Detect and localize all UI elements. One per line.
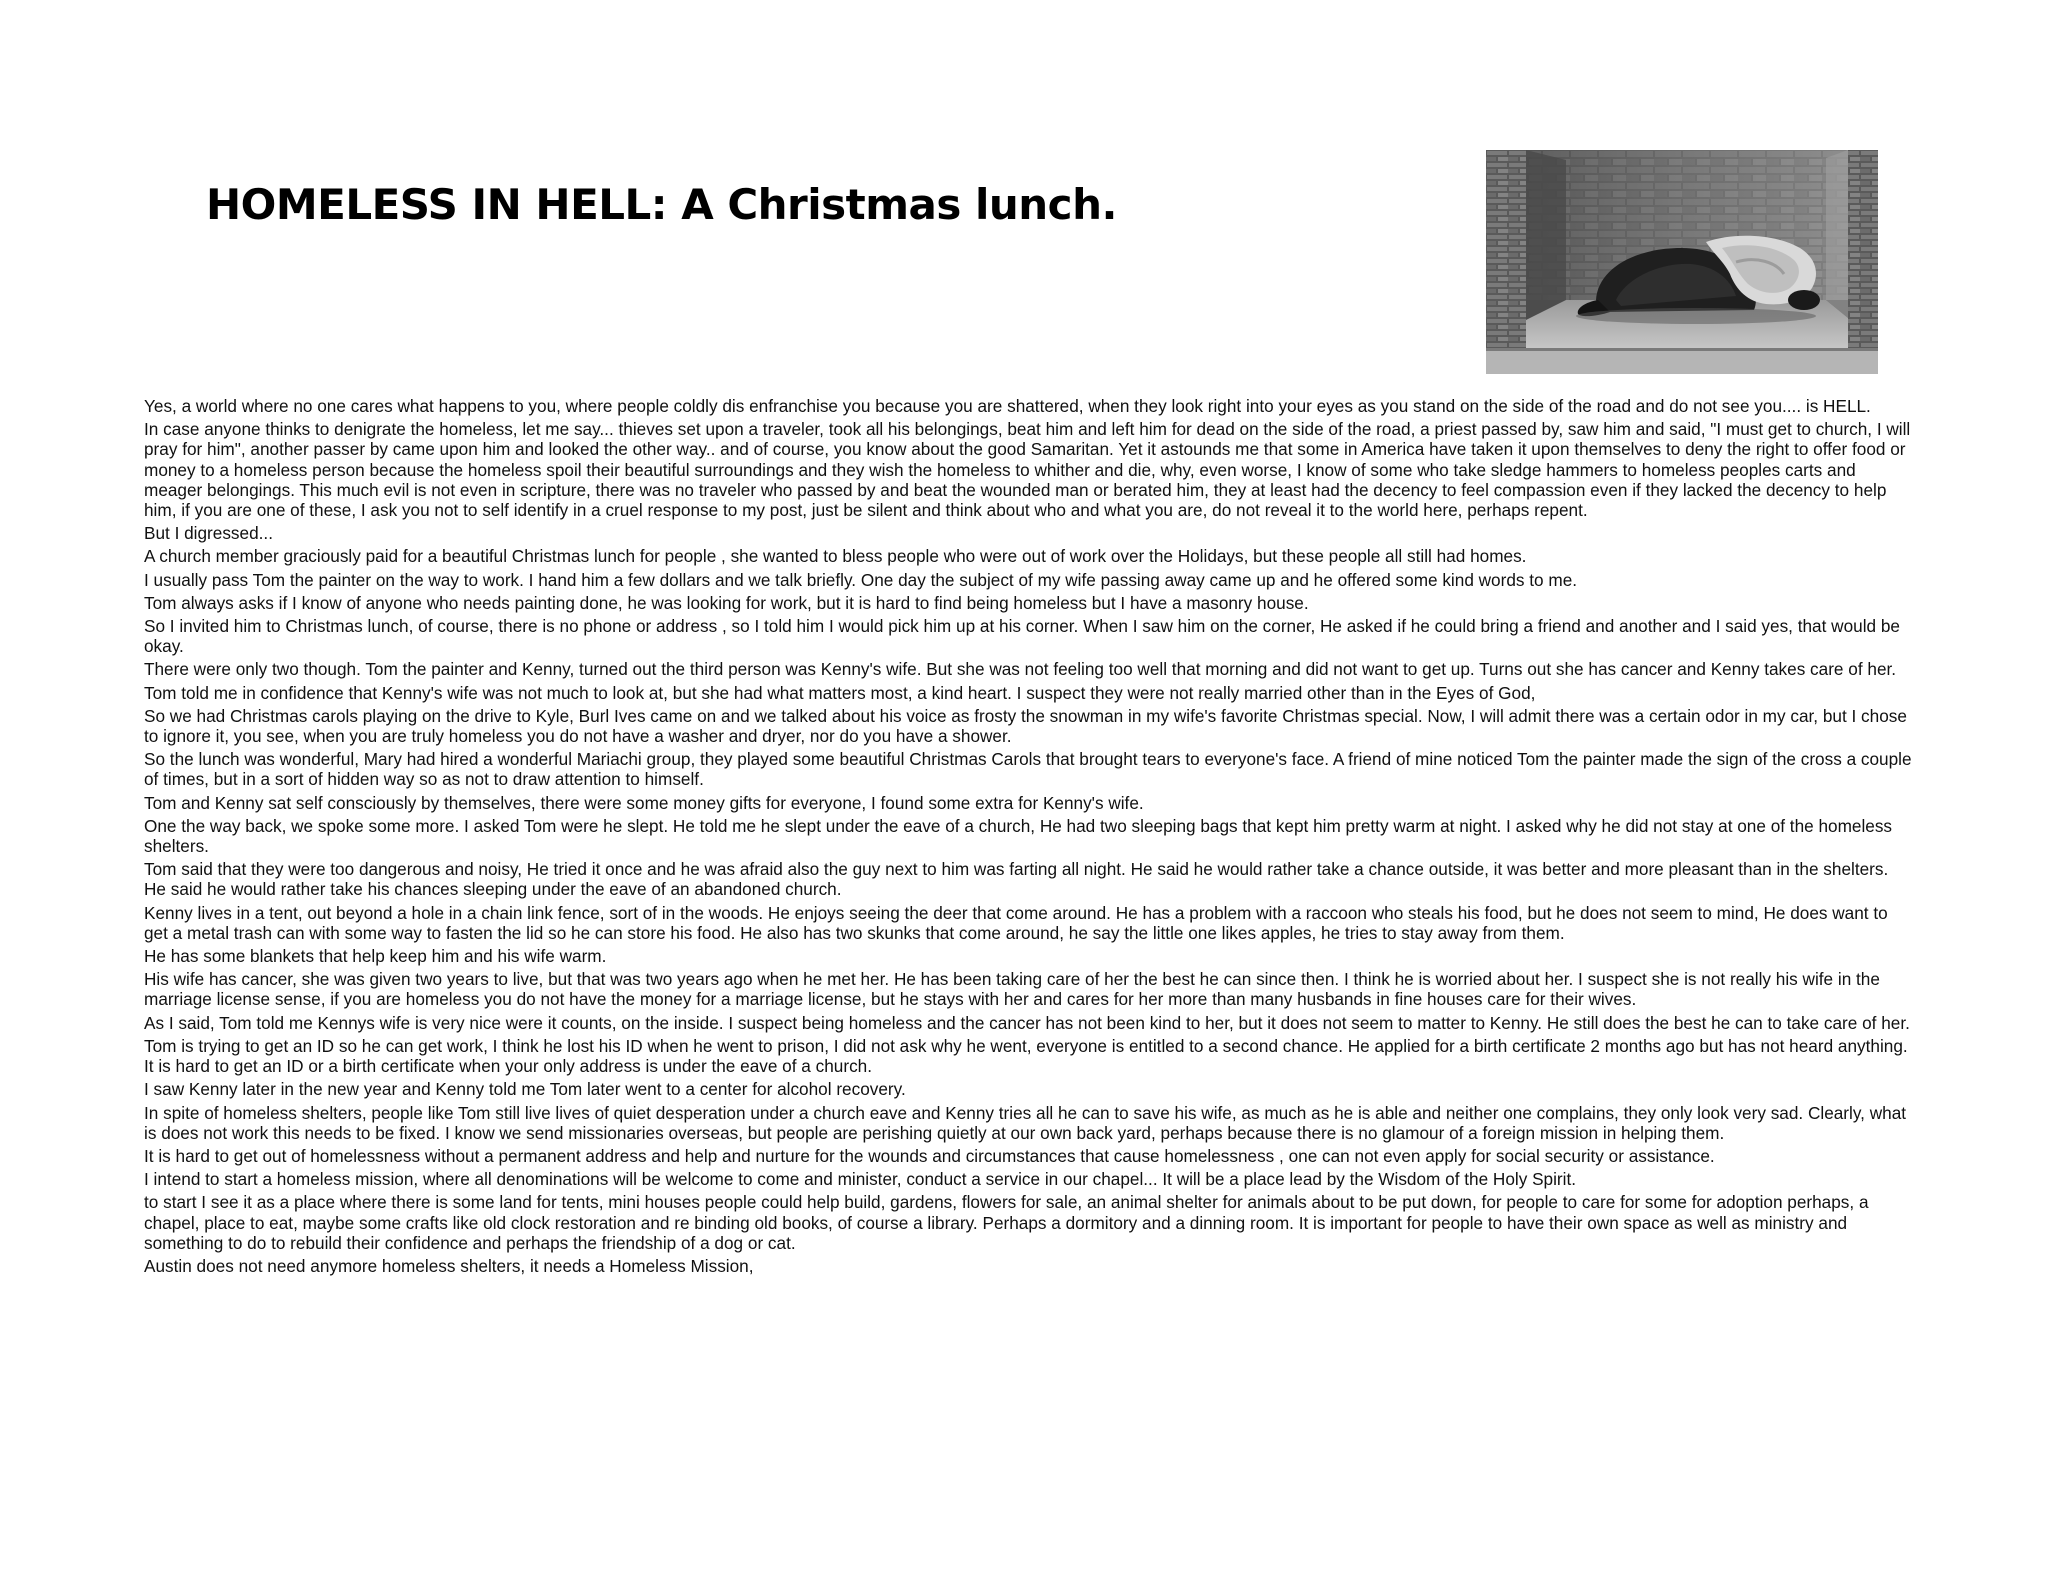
article-paragraph: As I said, Tom told me Kennys wife is very nice were it counts, on the inside. I suspect being homeless and the cancer has not been kind to her, but it does not seem to matter to Kenny. He still does the best he can to take care of her.	[144, 1012, 1910, 1033]
photo-image	[1486, 150, 1878, 374]
article-paragraph: Austin does not need anymore homeless shelters, it needs a Homeless Mission,	[144, 1255, 754, 1276]
article-paragraph: Tom and Kenny sat self consciously by themselves, there were some money gifts for everyone, I found some extra for Kenny's wife.	[144, 792, 1144, 813]
article-paragraph: So we had Christmas carols playing on the drive to Kyle, Burl Ives came on and we talked about his voice as frosty the snowman in my wife's favorite Christmas special. Now, I will admit there was a certain odor in my car, but I chose to ignore it, you see, when you are truly homeless you do not have a washer and dryer, nor do you have a shower.	[144, 705, 1907, 747]
article-paragraph: His wife has cancer, she was given two years to live, but that was two years ago when he met her. He has been taking care of her the best he can since then. I think he is worried about her. I suspect she is not really his wife in the marriage license sense, if you are homeless you do not have the money for a marriage license, but he stays with her and cares for her more than many husbands in fine houses care for their wives.	[144, 969, 1880, 1010]
article-paragraph: In spite of homeless shelters, people like Tom still live lives of quiet desperation under a church eave and Kenny tries all he can to save his wife, as much as he is able and neither one complains, they only look very sad. Clearly, what is does not work this needs to be fixed. I know we send missionaries overseas, but people are perishing quietly at our own back yard, perhaps because there is no glamour of a foreign mission in helping them.	[144, 1102, 1907, 1143]
article-paragraph: I usually pass Tom the painter on the way to work. I hand him a few dollars and we talk briefly. One day the subject of my wife passing away came up and he offered some kind words to me.	[144, 569, 1578, 590]
article-paragraph: A church member graciously paid for a beautiful Christmas lunch for people , she wanted to bless people who were out of work over the Holidays, but these people all still had homes.	[144, 546, 1527, 567]
article-paragraph: Kenny lives in a tent, out beyond a hole in a chain link fence, sort of in the woods. He enjoys seeing the deer that come around. He has a problem with a raccoon who steals his food, but he does not seem to mind, He does want to get a metal trash can with some way to fasten the lid so he can store his food. He also has two skunks that come around, he say the little one likes apples, he tries to stay away from them.	[144, 902, 1888, 943]
article-paragraph: It is hard to get out of homelessness without a permanent address and help and nurture for the wounds and circumstances that cause homelessness , one can not even apply for social security or assistance.	[144, 1145, 1715, 1166]
article-body	[144, 396, 1914, 1279]
article-paragraph: So the lunch was wonderful, Mary had hired a wonderful Mariachi group, they played some beautiful Christmas Carols that brought tears to everyone's face. A friend of mine noticed Tom the painter made the sign of the cross a couple of times, but in a sort of hidden way so as not to draw attention to himself.	[144, 749, 1912, 790]
article-paragraph: There were only two though. Tom the painter and Kenny, turned out the third person was Kenny's wife. But she was not feeling too well that morning and did not want to get up. Turns out she has cancer and Kenny takes care of her.	[144, 659, 1897, 680]
article-paragraph: He has some blankets that help keep him and his wife warm.	[144, 946, 607, 967]
article-paragraph: One the way back, we spoke some more. I asked Tom were he slept. He told me he slept under the eave of a church, He had two sleeping bags that kept him pretty warm at night. I asked why he did not stay at one of the homeless shelters.	[144, 815, 1893, 857]
article-paragraph: Tom said that they were too dangerous and noisy, He tried it once and he was afraid also the guy next to him was farting all night. He said he would rather take a chance outside, it was better and more pleasant than in the shelters. He said he would rather take his chances sleeping under the eave of an abandoned church.	[144, 859, 1889, 900]
article-paragraph: But I digressed...	[144, 523, 273, 544]
document-title: HOMELESS IN HELL: A Christmas lunch.	[206, 180, 1117, 229]
article-paragraph: Tom told me in confidence that Kenny's wife was not much to look at, but she had what matters most, a kind heart. I suspect they were not really married other than in the Eyes of God,	[144, 682, 1536, 703]
homeless-person-sleeping-photo	[1486, 150, 1878, 374]
article-paragraph: to start I see it as a place where there is some land for tents, mini houses people could help build, gardens, flowers for sale, an animal shelter for animals about to be put down, for people to care for some for adoption perhaps, a chapel, place to eat, maybe some crafts like old clock restoration and re binding old books, of course a library. Perhaps a dormitory and a dinning room. It is important for people to have their own space as well as ministry and something to do to rebuild their confidence and perhaps the friendship of a dog or cat.	[144, 1192, 1869, 1253]
article-paragraph: Tom always asks if I know of anyone who needs painting done, he was looking for work, but it is hard to find being homeless but I have a masonry house.	[144, 592, 1309, 613]
article-paragraph: I intend to start a homeless mission, where all denominations will be welcome to come and minister, conduct a service in our chapel... It will be a place lead by the Wisdom of the Holy Spirit.	[144, 1169, 1577, 1190]
article-paragraph: Tom is trying to get an ID so he can get work, I think he lost his ID when he went to prison, I did not ask why he went, everyone is entitled to a second chance. He applied for a birth certificate 2 months ago but has not heard anything. It is hard to get an ID or a birth certificate when your only address is under the eave of a church.	[144, 1035, 1908, 1077]
article-paragraph: In case anyone thinks to denigrate the homeless, let me say... thieves set upon a traveler, took all his belongings, beat him and left him for dead on the side of the road, a priest passed by, saw him and said, "I must get to church, I will pray for him", another passer by came upon him and looked the other way.. and of course, you know about the good Samaritan. Yet it astounds me that some in America have taken it upon themselves to deny the right to offer food or money to a homeless person because the homeless spoil their beautiful surroundings and they wish the homeless to whither and die, why, even worse, I know of some who take sledge hammers to homeless peoples carts and meager belongings. This much evil is not even in scripture, there was no traveler who passed by and beat the wounded man or berated him, they at least had the decency to feel compassion even if they lacked the decency to help him, if you are one of these, I ask you not to self identify in a cruel response to my post, just be silent and think about who and what you are, do not reveal it to the world here, perhaps repent.	[144, 419, 1911, 521]
article-paragraph: I saw Kenny later in the new year and Kenny told me Tom later went to a center for alcohol recovery.	[144, 1079, 906, 1100]
article-paragraph: Yes, a world where no one cares what happens to you, where people coldly dis enfranchise you because you are shattered, when they look right into your eyes as you stand on the side of the road and do not see you.... is HELL.	[144, 396, 1871, 416]
article-paragraph: So I invited him to Christmas lunch, of course, there is no phone or address , so I told him I would pick him up at his corner. When I saw him on the corner, He asked if he could bring a friend and another and I said yes, that would be okay.	[144, 616, 1900, 657]
